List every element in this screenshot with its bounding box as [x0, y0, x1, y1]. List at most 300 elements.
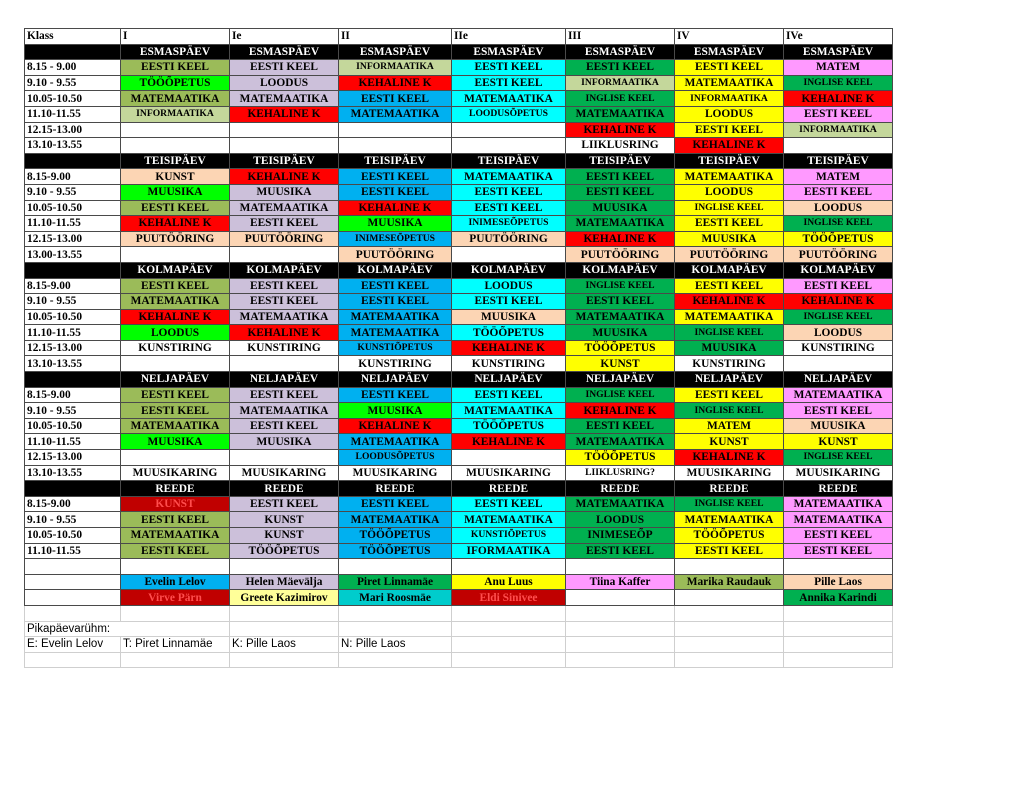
- teacher-row: [25, 574, 893, 590]
- lesson-cell: EESTI KEEL: [452, 200, 566, 216]
- lesson-row: [25, 91, 893, 107]
- day-name: KOLMAPÄEV: [121, 262, 230, 278]
- lesson-cell: EESTI KEEL: [121, 60, 230, 76]
- lesson-cell: MATEMAATIKA: [121, 528, 230, 544]
- lesson-cell: EESTI KEEL: [452, 184, 566, 200]
- lesson-cell: MUUSIKA: [230, 184, 339, 200]
- day-name: NELJAPÄEV: [452, 372, 566, 388]
- lesson-cell: INIMESEÕPETUS: [339, 231, 452, 247]
- lesson-row: [25, 247, 893, 263]
- lesson-cell: MUUSIKA: [121, 434, 230, 450]
- lesson-cell: PUUTÖÖRING: [339, 247, 452, 263]
- empty-cell: [784, 559, 893, 575]
- lesson-cell: MATEMAATIKA: [784, 512, 893, 528]
- lesson-row: [25, 216, 893, 232]
- lesson-cell: EESTI KEEL: [339, 496, 452, 512]
- empty-cell: [675, 637, 784, 653]
- lesson-cell: MUUSIKA: [566, 325, 675, 341]
- lesson-row: [25, 434, 893, 450]
- lesson-cell: INGLISE KEEL: [784, 216, 893, 232]
- lesson-cell: EESTI KEEL: [121, 543, 230, 559]
- lesson-cell: MATEMAATIKA: [230, 309, 339, 325]
- teacher-row: [25, 590, 893, 606]
- lesson-cell: TÖÖÕPETUS: [452, 325, 566, 341]
- lesson-cell: LOODUS: [675, 184, 784, 200]
- lesson-cell: EESTI KEEL: [230, 418, 339, 434]
- lesson-cell: [121, 138, 230, 154]
- empty-cell: [230, 621, 339, 637]
- lesson-cell: EESTI KEEL: [230, 387, 339, 403]
- blank-row: [25, 652, 893, 668]
- teacher-name: Helen Mäevälja: [230, 574, 339, 590]
- lesson-cell: LOODUS: [784, 325, 893, 341]
- lesson-cell: INGLISE KEEL: [566, 91, 675, 107]
- lesson-cell: MUUSIKA: [784, 418, 893, 434]
- lesson-cell: MATEMAATIKA: [566, 216, 675, 232]
- lesson-cell: KEHALINE K: [566, 231, 675, 247]
- lesson-cell: EESTI KEEL: [339, 169, 452, 185]
- day-name: NELJAPÄEV: [784, 372, 893, 388]
- lesson-cell: [452, 138, 566, 154]
- lesson-cell: KEHALINE K: [339, 75, 452, 91]
- time-slot: 8.15-9.00: [25, 387, 121, 403]
- lesson-cell: MUUSIKA: [230, 434, 339, 450]
- day-header-row: [25, 481, 893, 497]
- day-name: KOLMAPÄEV: [784, 262, 893, 278]
- lesson-cell: TÖÖÕPETUS: [566, 450, 675, 466]
- lesson-cell: EESTI KEEL: [452, 496, 566, 512]
- time-slot: 13.10-13.55: [25, 138, 121, 154]
- empty-cell: [25, 652, 121, 668]
- lesson-cell: [452, 247, 566, 263]
- lesson-cell: KUNSTIRING: [121, 340, 230, 356]
- lesson-cell: INGLISE KEEL: [675, 200, 784, 216]
- lesson-row: [25, 138, 893, 154]
- klass-label: Klass: [25, 29, 121, 45]
- lesson-cell: KUNSTIRING: [339, 356, 452, 372]
- empty-cell: [566, 652, 675, 668]
- lesson-cell: [121, 356, 230, 372]
- lesson-cell: KUNST: [121, 496, 230, 512]
- lesson-cell: KUNSTIRING: [230, 340, 339, 356]
- lesson-cell: MUUSIKA: [339, 216, 452, 232]
- time-slot: 9.10 - 9.55: [25, 184, 121, 200]
- time-slot: 9.10 - 9.55: [25, 512, 121, 528]
- time-slot: 11.10-11.55: [25, 216, 121, 232]
- lesson-cell: [230, 138, 339, 154]
- lesson-cell: [230, 356, 339, 372]
- lesson-cell: INFORMAATIKA: [339, 60, 452, 76]
- lesson-cell: KUNSTIRING: [675, 356, 784, 372]
- lesson-cell: KEHALINE K: [230, 169, 339, 185]
- lesson-cell: TÖÖÕPETUS: [675, 528, 784, 544]
- lesson-cell: MUUSIKA: [339, 403, 452, 419]
- day-name: KOLMAPÄEV: [230, 262, 339, 278]
- teacher-name: [566, 590, 675, 606]
- lesson-cell: EESTI KEEL: [230, 496, 339, 512]
- lesson-row: [25, 122, 893, 138]
- lesson-cell: INGLISE KEEL: [784, 450, 893, 466]
- lesson-cell: MATEMAATIKA: [675, 75, 784, 91]
- time-slot: 13.10-13.55: [25, 465, 121, 481]
- lesson-cell: [452, 122, 566, 138]
- day-header-row: [25, 44, 893, 60]
- lesson-cell: MATEMAATIKA: [566, 496, 675, 512]
- lesson-cell: [784, 138, 893, 154]
- lesson-cell: MUUSIKARING: [339, 465, 452, 481]
- time-slot: 11.10-11.55: [25, 543, 121, 559]
- lesson-row: [25, 231, 893, 247]
- time-slot: 8.15-9.00: [25, 169, 121, 185]
- lesson-cell: EESTI KEEL: [339, 184, 452, 200]
- lesson-cell: LOODUSÕPETUS: [452, 106, 566, 122]
- class-name: II: [339, 29, 452, 45]
- empty-cell: [784, 621, 893, 637]
- day-name: ESMASPÄEV: [675, 44, 784, 60]
- class-name: I: [121, 29, 230, 45]
- lesson-cell: PUUTÖÖRING: [675, 247, 784, 263]
- lesson-cell: MATEMAATIKA: [566, 434, 675, 450]
- lesson-cell: MUUSIKA: [675, 231, 784, 247]
- class-name: IIe: [452, 29, 566, 45]
- lesson-row: [25, 75, 893, 91]
- day-header-row: [25, 372, 893, 388]
- time-slot: 10.05-10.50: [25, 528, 121, 544]
- lesson-cell: MUUSIKARING: [675, 465, 784, 481]
- lesson-cell: MATEMAATIKA: [339, 106, 452, 122]
- class-name: III: [566, 29, 675, 45]
- day-name: ESMASPÄEV: [121, 44, 230, 60]
- empty-cell: [566, 621, 675, 637]
- lesson-cell: KEHALINE K: [230, 325, 339, 341]
- lesson-cell: MUUSIKARING: [121, 465, 230, 481]
- afterschool-assignment: E: Evelin Lelov: [25, 637, 121, 653]
- lesson-cell: INGLISE KEEL: [566, 387, 675, 403]
- class-name: IV: [675, 29, 784, 45]
- lesson-cell: KEHALINE K: [452, 340, 566, 356]
- lesson-cell: EESTI KEEL: [230, 278, 339, 294]
- lesson-cell: EESTI KEEL: [784, 184, 893, 200]
- lesson-cell: [121, 247, 230, 263]
- time-slot: 13.10-13.55: [25, 356, 121, 372]
- lesson-row: [25, 169, 893, 185]
- time-slot: 12.15-13.00: [25, 231, 121, 247]
- lesson-cell: TÖÖÕPETUS: [566, 340, 675, 356]
- lesson-cell: LOODUS: [784, 200, 893, 216]
- day-name: ESMASPÄEV: [339, 44, 452, 60]
- lesson-row: [25, 200, 893, 216]
- afterschool-assignment: K: Pille Laos: [230, 637, 339, 653]
- teacher-name: Marika Raudauk: [675, 574, 784, 590]
- day-name: ESMASPÄEV: [784, 44, 893, 60]
- time-slot: 8.15 - 9.00: [25, 60, 121, 76]
- lesson-cell: [339, 138, 452, 154]
- lesson-row: [25, 356, 893, 372]
- lesson-cell: PUUTÖÖRING: [452, 231, 566, 247]
- lesson-cell: KEHALINE K: [452, 434, 566, 450]
- lesson-cell: MATEMAATIKA: [339, 309, 452, 325]
- lesson-cell: KUNSTIÕPETUS: [339, 340, 452, 356]
- time-slot: 9.10 - 9.55: [25, 75, 121, 91]
- class-name: Ie: [230, 29, 339, 45]
- empty-cell: [452, 621, 566, 637]
- lesson-cell: EESTI KEEL: [121, 512, 230, 528]
- day-name: REEDE: [784, 481, 893, 497]
- lesson-row: [25, 106, 893, 122]
- lesson-cell: LOODUSÕPETUS: [339, 450, 452, 466]
- lesson-cell: KEHALINE K: [121, 309, 230, 325]
- lesson-row: [25, 309, 893, 325]
- lesson-cell: PUUTÖÖRING: [121, 231, 230, 247]
- lesson-cell: MUUSIKA: [675, 340, 784, 356]
- teacher-name: Mari Roosmäe: [339, 590, 452, 606]
- lesson-cell: MATEMAATIKA: [230, 403, 339, 419]
- lesson-cell: KUNST: [121, 169, 230, 185]
- lesson-cell: [339, 122, 452, 138]
- lesson-cell: EESTI KEEL: [121, 278, 230, 294]
- day-name: KOLMAPÄEV: [675, 262, 784, 278]
- lesson-cell: TÖÖÕPETUS: [452, 418, 566, 434]
- lesson-cell: MUUSIKARING: [452, 465, 566, 481]
- lesson-cell: EESTI KEEL: [339, 278, 452, 294]
- lesson-cell: KEHALINE K: [784, 91, 893, 107]
- timetable: [24, 28, 893, 668]
- lesson-row: [25, 387, 893, 403]
- lesson-cell: EESTI KEEL: [339, 387, 452, 403]
- lesson-cell: KUNSTIÕPETUS: [452, 528, 566, 544]
- lesson-cell: INFORMAATIKA: [784, 122, 893, 138]
- lesson-cell: KEHALINE K: [339, 418, 452, 434]
- lesson-cell: EESTI KEEL: [452, 60, 566, 76]
- lesson-cell: KUNST: [566, 356, 675, 372]
- lesson-cell: EESTI KEEL: [675, 122, 784, 138]
- lesson-cell: INFORMAATIKA: [675, 91, 784, 107]
- time-slot: 9.10 - 9.55: [25, 403, 121, 419]
- day-name: REEDE: [566, 481, 675, 497]
- lesson-cell: EESTI KEEL: [784, 403, 893, 419]
- lesson-cell: MATEMAATIKA: [784, 496, 893, 512]
- teacher-name: Tiina Kaffer: [566, 574, 675, 590]
- day-name: TEISIPÄEV: [675, 153, 784, 169]
- lesson-cell: KEHALINE K: [784, 294, 893, 310]
- spacer-row: [25, 559, 893, 575]
- empty-cell: [452, 637, 566, 653]
- empty-cell: [675, 605, 784, 621]
- time-slot: 10.05-10.50: [25, 309, 121, 325]
- day-header-row: [25, 153, 893, 169]
- lesson-row: [25, 60, 893, 76]
- empty-cell: [452, 559, 566, 575]
- lesson-cell: PUUTÖÖRING: [784, 247, 893, 263]
- lesson-cell: INGLISE KEEL: [675, 496, 784, 512]
- time-slot: 11.10-11.55: [25, 325, 121, 341]
- day-name: KOLMAPÄEV: [566, 262, 675, 278]
- lesson-cell: KEHALINE K: [675, 138, 784, 154]
- lesson-cell: LOODUS: [675, 106, 784, 122]
- time-slot: 11.10-11.55: [25, 106, 121, 122]
- lesson-cell: EESTI KEEL: [675, 387, 784, 403]
- lesson-cell: EESTI KEEL: [566, 60, 675, 76]
- lesson-row: [25, 294, 893, 310]
- day-name: REEDE: [230, 481, 339, 497]
- teacher-name: Greete Kazimirov: [230, 590, 339, 606]
- lesson-cell: EESTI KEEL: [675, 60, 784, 76]
- time-slot: 12.15-13.00: [25, 122, 121, 138]
- lesson-cell: INIMESEÕP: [566, 528, 675, 544]
- lesson-row: [25, 528, 893, 544]
- lesson-cell: TÖÖÕPETUS: [121, 75, 230, 91]
- day-header-row: [25, 262, 893, 278]
- lesson-cell: PUUTÖÖRING: [566, 247, 675, 263]
- lesson-cell: KEHALINE K: [339, 200, 452, 216]
- lesson-cell: MATEMAATIKA: [566, 309, 675, 325]
- lesson-cell: EESTI KEEL: [339, 294, 452, 310]
- empty-cell: [121, 652, 230, 668]
- day-name: REEDE: [339, 481, 452, 497]
- lesson-cell: EESTI KEEL: [675, 216, 784, 232]
- day-header-spacer: [25, 372, 121, 388]
- empty-cell: [566, 637, 675, 653]
- lesson-cell: MATEMAATIKA: [452, 91, 566, 107]
- lesson-row: [25, 543, 893, 559]
- lesson-cell: KEHALINE K: [230, 106, 339, 122]
- lesson-cell: KUNST: [784, 434, 893, 450]
- lesson-cell: MATEMAATIKA: [230, 91, 339, 107]
- lesson-cell: INGLISE KEEL: [675, 325, 784, 341]
- lesson-cell: MATEMAATIKA: [339, 325, 452, 341]
- lesson-cell: INFORMAATIKA: [566, 75, 675, 91]
- lesson-cell: EESTI KEEL: [121, 200, 230, 216]
- blank-row: [25, 605, 893, 621]
- lesson-cell: KUNST: [675, 434, 784, 450]
- lesson-cell: MATEM: [675, 418, 784, 434]
- empty-cell: [121, 559, 230, 575]
- lesson-cell: MATEMAATIKA: [339, 434, 452, 450]
- lesson-cell: MUUSIKARING: [230, 465, 339, 481]
- time-slot: 10.05-10.50: [25, 91, 121, 107]
- lesson-cell: KEHALINE K: [121, 216, 230, 232]
- teacher-name: Evelin Lelov: [121, 574, 230, 590]
- teacher-name: Piret Linnamäe: [339, 574, 452, 590]
- teacher-name: Anu Luus: [452, 574, 566, 590]
- lesson-cell: EESTI KEEL: [452, 75, 566, 91]
- day-name: TEISIPÄEV: [784, 153, 893, 169]
- class-header-row: [25, 29, 893, 45]
- lesson-cell: EESTI KEEL: [566, 184, 675, 200]
- lesson-row: [25, 325, 893, 341]
- day-header-spacer: [25, 262, 121, 278]
- teacher-name: Virve Pärn: [121, 590, 230, 606]
- lesson-cell: MUUSIKARING: [784, 465, 893, 481]
- day-name: TEISIPÄEV: [121, 153, 230, 169]
- lesson-cell: LOODUS: [566, 512, 675, 528]
- lesson-cell: IFORMAATIKA: [452, 543, 566, 559]
- lesson-cell: MUUSIKA: [566, 200, 675, 216]
- lesson-cell: MATEMAATIKA: [339, 512, 452, 528]
- empty-cell: [339, 621, 452, 637]
- lesson-cell: TÖÖÕPETUS: [784, 231, 893, 247]
- lesson-cell: MATEM: [784, 60, 893, 76]
- day-name: TEISIPÄEV: [230, 153, 339, 169]
- lesson-cell: INIMESEÕPETUS: [452, 216, 566, 232]
- lesson-cell: MATEM: [784, 169, 893, 185]
- day-name: TEISIPÄEV: [566, 153, 675, 169]
- teacher-name: [675, 590, 784, 606]
- lesson-cell: EESTI KEEL: [452, 387, 566, 403]
- empty-cell: [566, 559, 675, 575]
- empty-cell: [121, 605, 230, 621]
- lesson-cell: EESTI KEEL: [784, 543, 893, 559]
- empty-cell: [784, 652, 893, 668]
- empty-cell: [339, 559, 452, 575]
- lesson-cell: INGLISE KEEL: [566, 278, 675, 294]
- day-name: NELJAPÄEV: [566, 372, 675, 388]
- lesson-cell: EESTI KEEL: [566, 418, 675, 434]
- lesson-cell: PUUTÖÖRING: [230, 231, 339, 247]
- lesson-cell: [452, 450, 566, 466]
- lesson-cell: MATEMAATIKA: [675, 169, 784, 185]
- lesson-cell: EESTI KEEL: [230, 294, 339, 310]
- afterschool-row: [25, 637, 893, 653]
- lesson-cell: MATEMAATIKA: [121, 294, 230, 310]
- lesson-cell: INGLISE KEEL: [784, 309, 893, 325]
- lesson-cell: MATEMAATIKA: [566, 106, 675, 122]
- lesson-cell: LOODUS: [121, 325, 230, 341]
- day-name: NELJAPÄEV: [675, 372, 784, 388]
- afterschool-assignment: T: Piret Linnamäe: [121, 637, 230, 653]
- lesson-cell: [230, 247, 339, 263]
- day-name: ESMASPÄEV: [452, 44, 566, 60]
- lesson-cell: MATEMAATIKA: [675, 512, 784, 528]
- lesson-row: [25, 278, 893, 294]
- lesson-cell: [230, 450, 339, 466]
- lesson-cell: KUNST: [230, 512, 339, 528]
- lesson-cell: EESTI KEEL: [675, 543, 784, 559]
- lesson-cell: MATEMAATIKA: [121, 418, 230, 434]
- day-name: REEDE: [452, 481, 566, 497]
- time-slot: 8.15-9.00: [25, 278, 121, 294]
- lesson-cell: MATEMAATIKA: [784, 387, 893, 403]
- lesson-cell: EESTI KEEL: [675, 278, 784, 294]
- lesson-cell: KEHALINE K: [675, 450, 784, 466]
- empty-cell: [25, 590, 121, 606]
- lesson-cell: KUNST: [230, 528, 339, 544]
- afterschool-assignment: N: Pille Laos: [339, 637, 452, 653]
- lesson-cell: KEHALINE K: [566, 403, 675, 419]
- day-name: KOLMAPÄEV: [452, 262, 566, 278]
- time-slot: 8.15-9.00: [25, 496, 121, 512]
- empty-cell: [452, 605, 566, 621]
- lesson-cell: EESTI KEEL: [121, 387, 230, 403]
- lesson-cell: LIIKLUSRING: [566, 138, 675, 154]
- day-name: TEISIPÄEV: [339, 153, 452, 169]
- class-name: IVe: [784, 29, 893, 45]
- day-name: REEDE: [675, 481, 784, 497]
- day-name: NELJAPÄEV: [339, 372, 452, 388]
- time-slot: 9.10 - 9.55: [25, 294, 121, 310]
- day-name: NELJAPÄEV: [230, 372, 339, 388]
- lesson-cell: MATEMAATIKA: [452, 512, 566, 528]
- empty-cell: [452, 652, 566, 668]
- lesson-cell: [121, 122, 230, 138]
- empty-cell: [784, 605, 893, 621]
- empty-cell: [25, 605, 121, 621]
- lesson-cell: EESTI KEEL: [784, 528, 893, 544]
- day-name: TEISIPÄEV: [452, 153, 566, 169]
- day-name: ESMASPÄEV: [230, 44, 339, 60]
- afterschool-title-row: [25, 621, 893, 637]
- teacher-name: Annika Karindi: [784, 590, 893, 606]
